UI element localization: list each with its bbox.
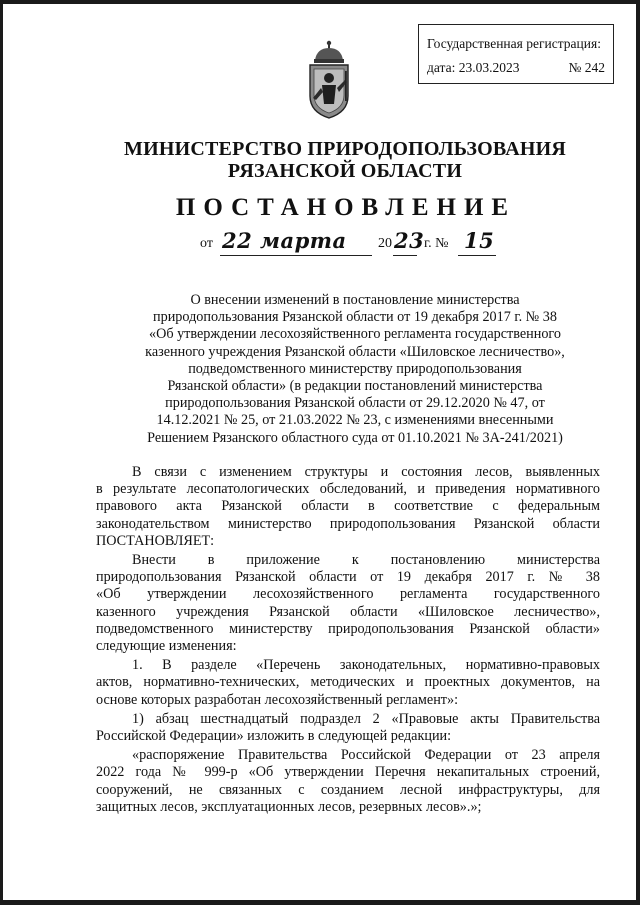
number-label: г. № <box>424 236 449 251</box>
ministry-name-line2: РЯЗАНСКОЙ ОБЛАСТИ <box>227 160 463 182</box>
body-line: подведомственного министерству природопользования Рязанской области» <box>96 620 600 637</box>
registration-date: дата: 23.03.2023 <box>427 60 520 75</box>
body-line: Российской Федерации» изложить в следующей редакции: <box>96 728 452 745</box>
subject-line: 14.12.2021 № 25, от 21.03.2022 № 23, с изменениями внесенными <box>156 412 554 429</box>
body-line: защитных лесов, эксплуатационных лесов, резервных лесов».»; <box>96 798 482 815</box>
body-line: ПОСТАНОВЛЯЕТ: <box>96 532 215 549</box>
body-line: основе которых разработан лесохозяйственный регламент»: <box>96 691 459 708</box>
document-body <box>96 464 600 816</box>
document-type-title: ПОСТАНОВЛЕНИЕ <box>175 194 517 221</box>
registration-number: № 242 <box>568 60 605 75</box>
coat-of-arms-icon <box>301 38 357 122</box>
body-line: Внести в приложение к постановлению министерства <box>132 552 600 569</box>
body-line: законодательством министерство природопользования Рязанской области <box>96 515 600 532</box>
scan-border-left <box>0 0 3 905</box>
body-line: природопользования Рязанской области от 19 декабря 2017 г. № 38 <box>96 569 600 586</box>
scan-border-right <box>636 0 640 905</box>
body-line: «Об утверждении лесохозяйственного регламента государственного <box>96 586 600 603</box>
date-from-label: от <box>200 236 213 251</box>
handwritten-number: 15 <box>464 228 495 253</box>
subject-line: подведомственного министерству природопользования <box>188 360 522 377</box>
paragraph-preamble <box>96 464 600 550</box>
registration-stamp <box>418 24 614 84</box>
ministry-name-line1: МИНИСТЕРСТВО ПРИРОДОПОЛЬЗОВАНИЯ <box>124 138 566 160</box>
date-underline <box>220 255 372 256</box>
paragraph-new-wording <box>96 747 600 816</box>
scan-border-top <box>0 0 640 4</box>
date-number-line <box>200 228 500 258</box>
registration-details <box>427 56 605 80</box>
paragraph-subitem-1 <box>96 711 600 745</box>
handwritten-date: 22 марта <box>222 228 347 253</box>
body-line: актов, нормативно-технических, методических и проектных документов, на <box>96 674 600 691</box>
subject-line: природопользования Рязанской области от 19 декабря 2017 г. № 38 <box>153 309 557 326</box>
subject-line: казенного учреждения Рязанской области «Шиловское лесничество», <box>145 343 565 360</box>
scan-border-bottom <box>0 900 640 905</box>
document-subject <box>110 292 600 447</box>
number-underline <box>458 255 496 256</box>
body-line: следующие изменения: <box>96 638 237 655</box>
registration-label: Государственная регистрация: <box>427 36 601 51</box>
body-line: сооружений, не связанных с созданием лесной инфраструктуры, для <box>96 781 600 798</box>
subject-line: «Об утверждении лесохозяйственного регламента государственного <box>148 326 561 343</box>
subject-line: О внесении изменений в постановление министерства <box>190 292 520 308</box>
ministry-name <box>0 138 640 182</box>
body-line: В связи с изменением структуры и состояния лесов, выявленных <box>132 464 600 480</box>
paragraph-item-1 <box>96 657 600 709</box>
subject-line: природопользования Рязанской области от 29.12.2020 № 47, от <box>165 395 545 412</box>
paragraph-amendment-intro <box>96 552 600 655</box>
subject-line: Решением Рязанского областного суда от 01.10.2021 № 3А-241/2021) <box>147 429 563 446</box>
body-line: «распоряжение Правительства Российской Федерации от 23 апреля <box>132 747 600 764</box>
body-line: 2022 года № 999-р «Об утверждении Перечня некапитальных строений, <box>96 764 600 781</box>
body-line: казенного учреждения Рязанской области «Шиловское лесничество», <box>96 603 600 620</box>
year-underline <box>393 255 417 256</box>
body-line: 1. В разделе «Перечень законодательных, нормативно-правовых <box>132 657 600 674</box>
body-line: правового акта Рязанской области в соответствие с федеральным <box>96 498 600 515</box>
handwritten-year: 23 <box>394 228 425 253</box>
subject-line: Рязанской области» (в редакции постановлений министерства <box>167 378 543 395</box>
body-line: в результате лесопатологических обследований, и приведения нормативного <box>96 481 600 498</box>
year-prefix: 20 <box>378 236 392 251</box>
body-line: 1) абзац шестнадцатый подраздел 2 «Правовые акты Правительства <box>132 710 600 727</box>
